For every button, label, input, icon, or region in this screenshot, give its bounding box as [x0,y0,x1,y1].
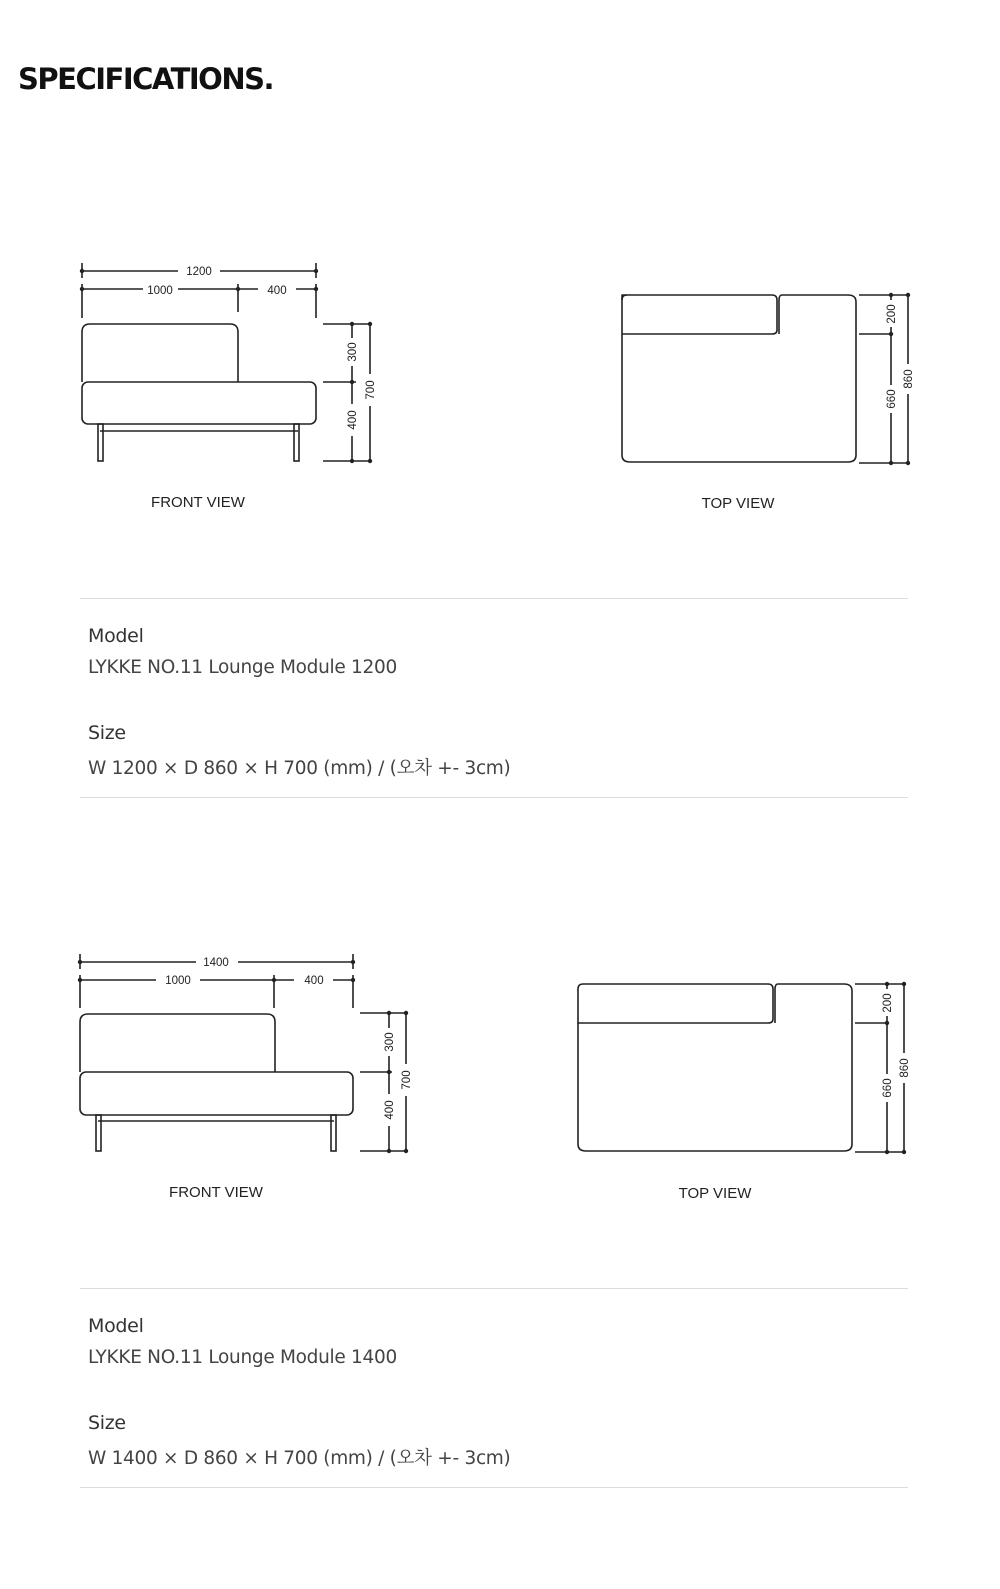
model-value: LYKKE NO.11 Lounge Module 1400 [88,1347,397,1368]
divider [80,1288,908,1289]
size-label: Size [88,1412,126,1434]
top-view-drawing-2 [560,0,980,1220]
front-view-caption: FRONT VIEW [151,494,245,511]
top-view-caption: TOP VIEW [701,495,775,512]
dim-back-height: 300 [347,342,359,362]
model-label: Model [88,1315,144,1337]
page-title: SPECIFICATIONS. [18,62,273,96]
dim-total-height: 700 [401,1070,413,1090]
front-view-drawing-2 [0,0,440,1220]
divider [80,1487,908,1488]
dim-arm-width: 400 [304,975,324,987]
size-label: Size [88,722,126,744]
dim-seat-depth: 660 [882,1078,894,1098]
dim-seat-width: 1000 [147,285,173,297]
model-label: Model [88,625,144,647]
dim-total-depth: 860 [903,369,915,389]
size-value: W 1400 × D 860 × H 700 (mm) / (오차 +- 3cm) [88,1448,511,1469]
spec-block-2 [80,1288,908,1488]
dim-overall-width: 1200 [186,266,212,278]
top-view-caption: TOP VIEW [678,1185,752,1202]
size-value: W 1200 × D 860 × H 700 (mm) / (오차 +- 3cm) [88,758,511,779]
dim-back-height: 300 [384,1032,396,1052]
dim-back-depth: 200 [882,993,894,1013]
model-value: LYKKE NO.11 Lounge Module 1200 [88,657,397,678]
dim-total-height: 700 [365,380,377,400]
dim-seat-depth: 660 [886,389,898,409]
dim-back-depth: 200 [886,304,898,324]
dim-seat-width: 1000 [165,975,191,987]
front-view-caption: FRONT VIEW [169,1184,263,1201]
dim-seat-height: 400 [347,410,359,430]
dim-total-depth: 860 [899,1058,911,1078]
dim-arm-width: 400 [267,285,287,297]
dim-seat-height: 400 [384,1100,396,1120]
dim-overall-width: 1400 [203,957,229,969]
